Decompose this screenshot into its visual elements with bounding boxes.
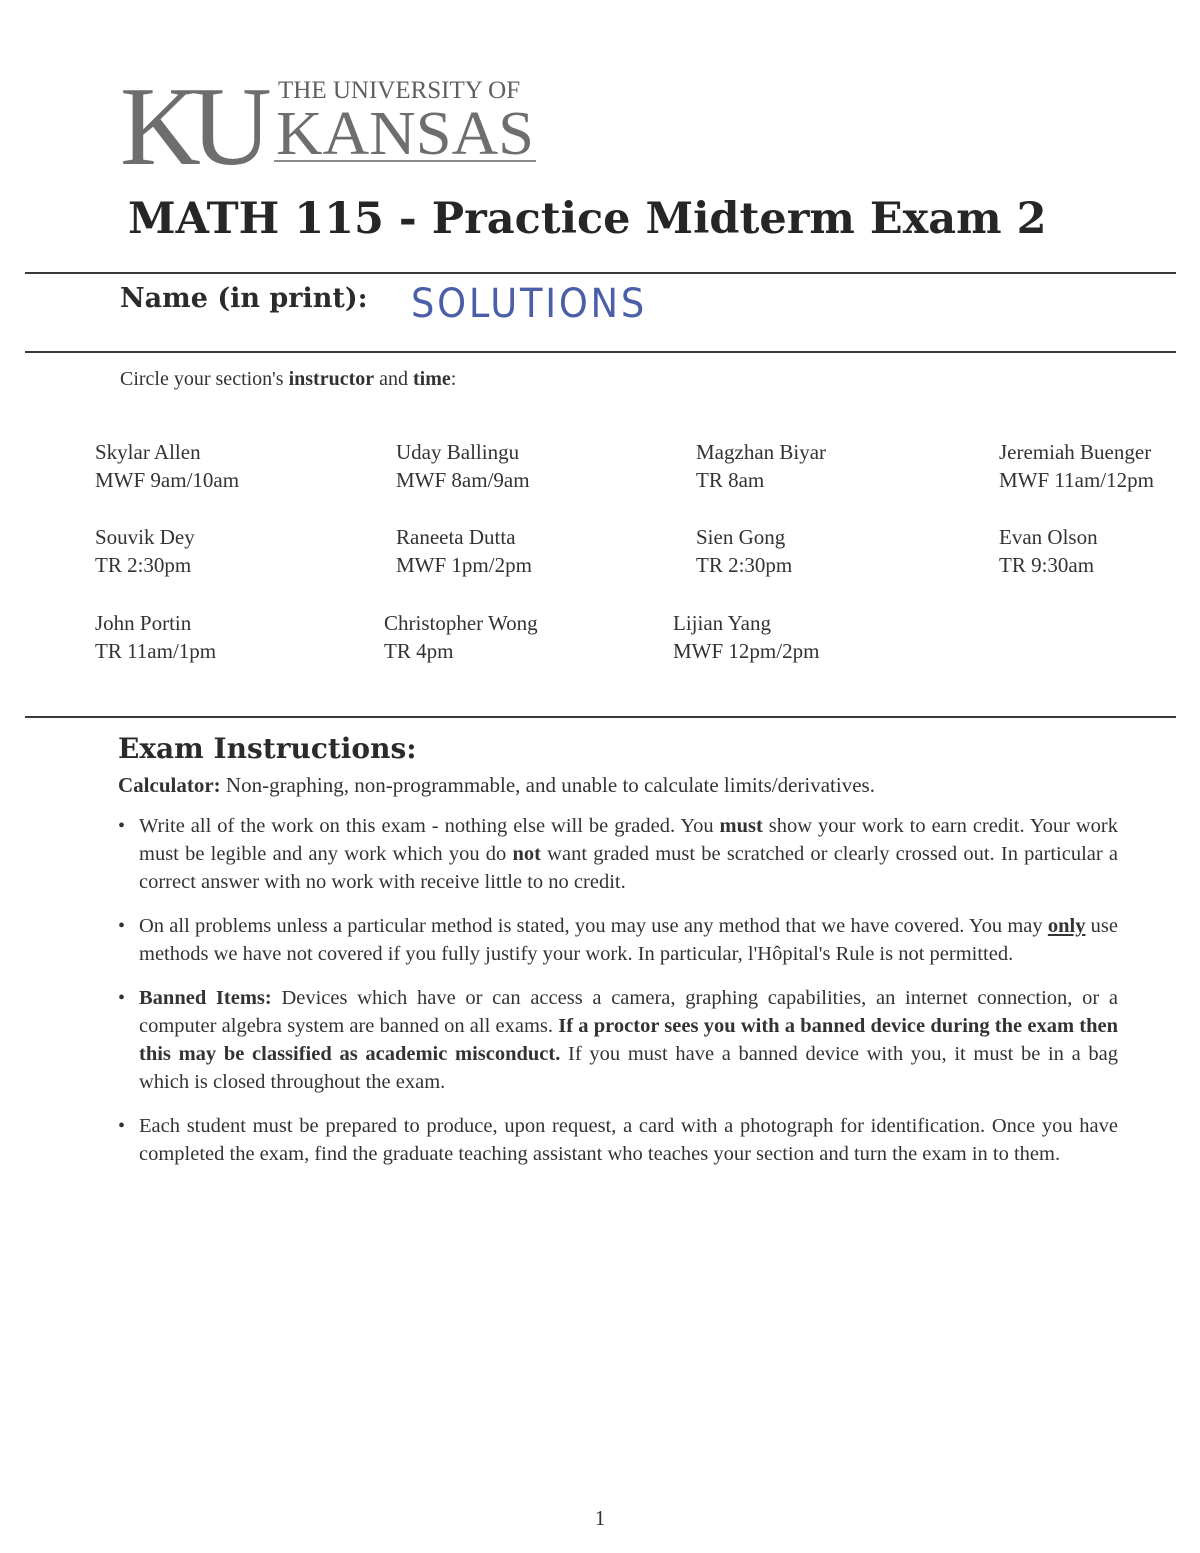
section-instructor: Lijian Yang <box>673 611 772 635</box>
section-instructor: Souvik Dey <box>95 525 195 549</box>
section-time: MWF 12pm/2pm <box>673 639 820 663</box>
page-number: 1 <box>594 1506 606 1530</box>
logo-line2: KANSAS <box>276 100 534 168</box>
logo-line1: THE UNIVERSITY OF <box>278 77 521 104</box>
name-handwritten-value: SOLUTIONS <box>411 281 647 327</box>
section-time: MWF 1pm/2pm <box>396 553 532 577</box>
section-option[interactable] <box>396 438 530 494</box>
section-instructor: Christopher Wong <box>384 611 538 635</box>
instruction-bullet: • Write all of the work on this exam - nothing else will be graded. You must show your work to earn credit. Your work must be legible and any work which you do not want graded must be scratched or clearly crossed out. In particular a correct answer with no work with receive little to no credit. <box>118 812 1118 896</box>
section-instructor: Uday Ballingu <box>396 440 520 464</box>
section-time: MWF 9am/10am <box>95 468 240 492</box>
section-option[interactable] <box>396 523 532 579</box>
section-instructor: John Portin <box>95 611 192 635</box>
section-instructor: Evan Olson <box>999 525 1098 549</box>
logo-monogram: KU <box>120 72 262 187</box>
section-time: TR 8am <box>696 468 765 492</box>
section-time: TR 4pm <box>384 639 454 663</box>
section-instructor: Skylar Allen <box>95 440 201 464</box>
bullet-icon: • <box>118 915 126 937</box>
bullet-icon: • <box>118 987 126 1009</box>
divider <box>25 272 1176 274</box>
section-time: MWF 8am/9am <box>396 468 530 492</box>
exam-title: MATH 115 - Practice Midterm Exam 2 <box>128 194 1047 244</box>
section-option[interactable] <box>95 609 216 665</box>
university-logo <box>118 72 538 187</box>
section-instructor: Sien Gong <box>696 525 786 549</box>
section-instructor: Jeremiah Buenger <box>999 440 1152 464</box>
section-option[interactable] <box>95 523 195 579</box>
section-instructor: Magzhan Biyar <box>696 440 827 464</box>
divider <box>25 716 1176 718</box>
circle-instructions: Circle your section's instructor and time: <box>120 368 457 390</box>
section-option[interactable] <box>673 609 819 665</box>
section-option[interactable] <box>999 523 1098 579</box>
name-label: Name (in print): <box>120 283 368 314</box>
section-time: MWF 11am/12pm <box>999 468 1154 492</box>
section-option[interactable] <box>696 523 792 579</box>
section-time: TR 2:30pm <box>95 553 192 577</box>
bullet-icon: • <box>118 1115 126 1137</box>
calculator-rule: Calculator: Non-graphing, non-programmable, and unable to calculate limits/derivatives. <box>118 773 875 797</box>
divider <box>25 351 1176 353</box>
instruction-bullet: • Each student must be prepared to produce, upon request, a card with a photograph for identification. Once you have completed the exam, find the graduate teaching assistant who teaches your section and turn the exam in to them. <box>118 1112 1118 1168</box>
bullet-icon: • <box>118 815 126 837</box>
section-time: TR 9:30am <box>999 553 1095 577</box>
section-time: TR 2:30pm <box>696 553 793 577</box>
section-option[interactable] <box>696 438 826 494</box>
name-row <box>120 283 820 343</box>
section-option[interactable] <box>999 438 1195 494</box>
section-instructor: Raneeta Dutta <box>396 525 516 549</box>
instructions-heading: Exam Instructions: <box>118 732 417 765</box>
section-option[interactable] <box>384 609 538 665</box>
section-option[interactable] <box>95 438 239 494</box>
exam-instructions <box>118 732 1118 1184</box>
section-time: TR 11am/1pm <box>95 639 217 663</box>
instruction-bullet: • Banned Items: Devices which have or can access a camera, graphing capabilities, an internet connection, or a computer algebra system are banned on all exams. If a proctor sees you with a banned device during the exam then this may be classified as academic misconduct. If you must have a banned device with you, it must be in a bag which is closed throughout the exam. <box>118 984 1118 1096</box>
instruction-bullet: • On all problems unless a particular method is stated, you may use any method that we have covered. You may only use methods we have not covered if you fully justify your work. In particular, l'Hôpital's Rule is not permitted. <box>118 912 1118 968</box>
